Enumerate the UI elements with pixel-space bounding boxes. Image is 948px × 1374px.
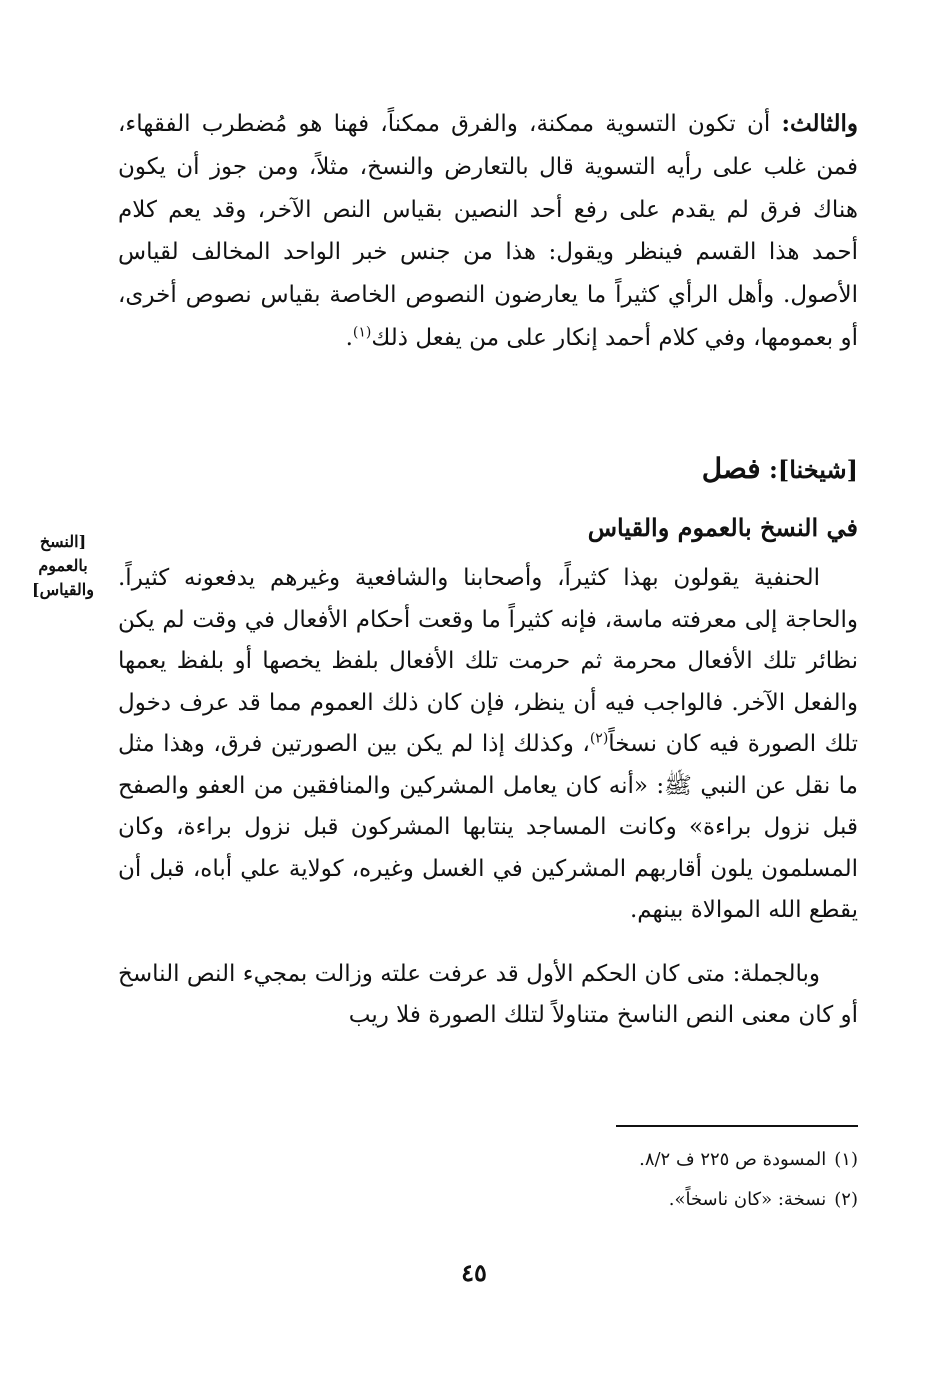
paragraph-third [118, 103, 858, 360]
margin-note: [النسخ بالعموم والقياس] [32, 532, 94, 599]
main-text-block [118, 103, 858, 360]
footnote-ref-1: (١) [352, 324, 372, 341]
footnote-1 [118, 1140, 858, 1180]
section-title: فصل [701, 452, 761, 485]
paragraph-body: أن تكون التسوية ممكنة، والفرق ممكناً، فهنا هو مُضطرب الفقهاء، فمن غلب على رأيه التسوية قال بالتعارض والنسخ، مثلاً، ومن جوز أن يكون هناك فرق لم يقدم على رفع أحد النصين بقياس النص الآخر، وقد يعم كلام أحمد هذا القسم فينظر ويقول: هذا من جنس خبر الواحد المخالف لقياس الأصول. وأهل الرأي كثيراً ما يعارضون النصوص الخاصة بقياس نصوص أخرى، أو بعمومها، وفي كلام أحمد إنكار على من يفعل ذلك [118, 111, 858, 351]
footnote-1-text: المسودة ص ٢٢٥ ف ٨/٢. [639, 1149, 827, 1170]
section-heading [118, 440, 858, 557]
section-paragraph-1-a: الحنفية يقولون بهذا كثيراً، وأصحابنا والشافعية وغيرهم يدفعونه كثيراً. والحاجة إلى معرفته ماسة، فإنه كثيراً ما وقعت أحكام الأفعال في وقت لم يكن نظائر تلك الأفعال محرمة ثم حرمت تلك الأفعال بلفظ يخصها أو بلفظ يعمها والفعل الآخر. فالواجب فيه أن ينظر، فإن كان ذلك العموم مما قد عرف دخول تلك الصورة فيه كان نسخاً [118, 565, 858, 757]
section-title-line [118, 440, 858, 499]
footnote-2-text: نسخة: «كان ناسخاً». [668, 1189, 827, 1210]
footnote-ref-2: (٢) [589, 730, 609, 747]
footnote-2 [118, 1180, 858, 1220]
section-paragraph-1-b: ، وكذلك إذا لم يكن بين الصورتين فرق، وهذا مثل ما نقل عن النبي ﷺ: «أنه كان يعامل المشركين والمنافقين من العفو والصفح قبل نزول براءة» وكانت المساجد ينتابها المشركون قبل نزول براءة، وكان المسلمون يلون أقاربهم المشركين في الغسل وغيره، كولاية علي أباه، قبل أن يقطع الله الموالاة بينهم. [118, 731, 858, 923]
footnotes [118, 1140, 858, 1220]
page-number: ٤٥ [461, 1258, 487, 1287]
section-text-block [118, 558, 858, 1037]
section-prefix: [شيخنا]: [769, 455, 858, 484]
paragraph-end: . [345, 324, 353, 351]
footnote-divider [616, 1125, 858, 1127]
section-subtitle: في النسخ بالعموم والقياس [587, 513, 858, 542]
section-paragraph-2: وبالجملة: متى كان الحكم الأول قد عرفت علته وزالت بمجيء النص الناسخ أو كان معنى النص الناسخ متناولاً لتلك الصورة فلا ريب [118, 960, 858, 1028]
footnote-1-number: (١) [834, 1149, 858, 1170]
footnote-2-number: (٢) [834, 1189, 858, 1210]
section-paragraph-1 [118, 558, 858, 932]
paragraph-lead: والثالث: [781, 110, 858, 137]
